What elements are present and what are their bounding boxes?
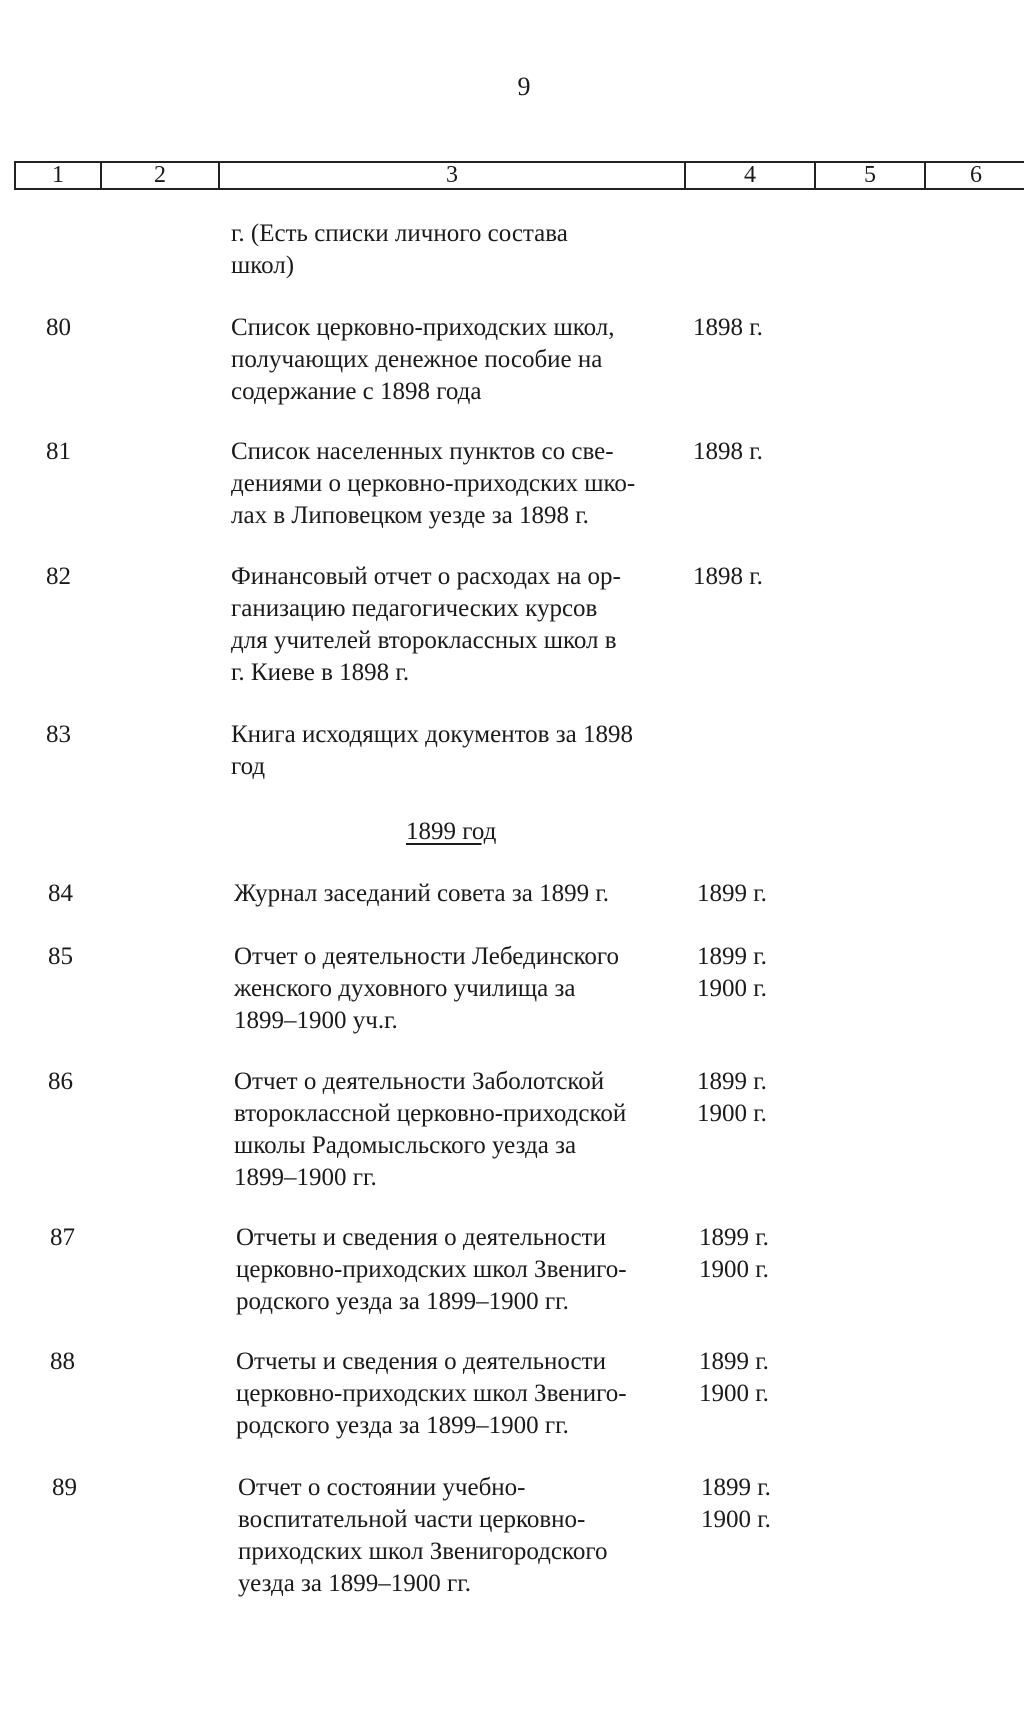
entry-number: 87 <box>50 1224 75 1251</box>
entry-title-line: родского уезда за 1899–1900 гг. <box>236 1288 569 1315</box>
entry-date: 1899 г. <box>697 943 767 970</box>
entry-number: 82 <box>46 563 71 590</box>
entry-title-line: школы Радомысльского уезда за <box>234 1132 577 1159</box>
entry-dates <box>697 1066 767 1130</box>
entry-dates <box>699 1346 769 1410</box>
entry-title <box>236 1222 686 1318</box>
entry-title-line: Список населенных пунктов со све- <box>231 438 614 465</box>
page-number: 9 <box>517 72 531 101</box>
entry-dates <box>693 436 763 468</box>
entry-number: 88 <box>50 1348 75 1375</box>
entry-number: 85 <box>48 943 73 970</box>
entry-title-line: дениями о церковно-приходских шко- <box>231 470 636 497</box>
entry-date: 1898 г. <box>693 438 763 465</box>
entry-title-line: Отчеты и сведения о деятельности <box>236 1348 606 1375</box>
entry-title-line: г. Киеве в 1898 г. <box>231 659 410 686</box>
column-header-1: 1 <box>16 163 102 188</box>
column-header-4: 4 <box>686 163 816 188</box>
entry-title <box>231 561 681 689</box>
entry-date: 1898 г. <box>693 563 763 590</box>
entry-title-line: Отчет о деятельности Лебединского <box>234 943 620 970</box>
continuation-line: школ) <box>231 252 295 279</box>
entry-title-line: уезда за 1899–1900 гг. <box>238 1570 471 1597</box>
entry-title-line: лах в Липовецком уезде за 1898 г. <box>231 502 589 529</box>
entry-title-line: получающих денежное пособие на <box>231 346 603 373</box>
entry-date: 1900 г. <box>701 1506 771 1533</box>
entry-number: 86 <box>48 1068 73 1095</box>
entry-title-line: Отчет о состоянии учебно- <box>238 1474 526 1501</box>
entry-title-line: Финансовый отчет о расходах на ор- <box>231 563 621 590</box>
entry-title-line: Отчет о деятельности Заболотской <box>234 1068 605 1095</box>
entry-title-line: содержание с 1898 года <box>231 378 482 405</box>
column-header-row <box>14 161 1024 190</box>
continuation-line: г. (Есть списки личного состава <box>231 220 568 247</box>
entry-title <box>231 312 681 408</box>
entry-date: 1898 г. <box>693 314 763 341</box>
entry-date: 1900 г. <box>697 975 767 1002</box>
section-heading-1899: 1899 год <box>406 818 497 845</box>
entry-date: 1899 г. <box>699 1224 769 1251</box>
column-header-6: 6 <box>970 162 982 188</box>
entry-title <box>238 1472 688 1600</box>
entry-title <box>231 719 681 783</box>
entry-date: 1899 г. <box>701 1474 771 1501</box>
entry-number: 83 <box>46 721 71 748</box>
entry-title <box>234 941 684 1037</box>
entry-dates <box>693 312 763 344</box>
entry-title-line: женского духовного училища за <box>234 975 576 1002</box>
entry-number: 89 <box>52 1474 77 1501</box>
entry-number: 80 <box>46 314 71 341</box>
column-header-3: 3 <box>220 163 686 188</box>
entry-title <box>236 1346 686 1442</box>
entry-title-line: церковно-приходских школ Звениго- <box>236 1256 627 1283</box>
entry-title-line: 1899–1900 уч.г. <box>234 1007 398 1034</box>
entry-title-line: приходских школ Звенигородского <box>238 1538 608 1565</box>
entry-dates <box>701 1472 771 1536</box>
entry-date: 1899 г. <box>697 1068 767 1095</box>
entry-number: 81 <box>46 438 71 465</box>
entry-number: 84 <box>48 880 73 907</box>
entry-title-line: ганизацию педагогических курсов <box>231 595 598 622</box>
entry-date: 1900 г. <box>699 1380 769 1407</box>
column-header-5: 5 <box>816 163 926 188</box>
entry-title-line: 1899–1900 гг. <box>234 1164 377 1191</box>
entry-dates <box>697 878 767 910</box>
entry-title-line: год <box>231 753 266 780</box>
column-header-2: 2 <box>102 163 220 188</box>
entry-date: 1899 г. <box>697 880 767 907</box>
entry-title-line: для учителей второклассных школ в <box>231 627 617 654</box>
entry-title-line: второклассной церковно-приходской <box>234 1100 627 1127</box>
entry-date: 1899 г. <box>699 1348 769 1375</box>
entry-dates <box>693 561 763 593</box>
continuation-text <box>231 218 681 282</box>
entry-title-line: Список церковно-приходских школ, <box>231 314 615 341</box>
entry-dates <box>697 941 767 1005</box>
entry-title <box>231 436 681 532</box>
entry-dates <box>699 1222 769 1286</box>
entry-title <box>234 1066 684 1194</box>
entry-title-line: Журнал заседаний совета за 1899 г. <box>234 880 610 907</box>
entry-title-line: Отчеты и сведения о деятельности <box>236 1224 606 1251</box>
entry-date: 1900 г. <box>699 1256 769 1283</box>
entry-date: 1900 г. <box>697 1100 767 1127</box>
entry-title <box>234 878 684 910</box>
entry-title-line: воспитательной части церковно- <box>238 1506 586 1533</box>
entry-title-line: церковно-приходских школ Звениго- <box>236 1380 627 1407</box>
entry-title-line: родского уезда за 1899–1900 гг. <box>236 1412 569 1439</box>
entry-title-line: Книга исходящих документов за 1898 <box>231 721 633 748</box>
